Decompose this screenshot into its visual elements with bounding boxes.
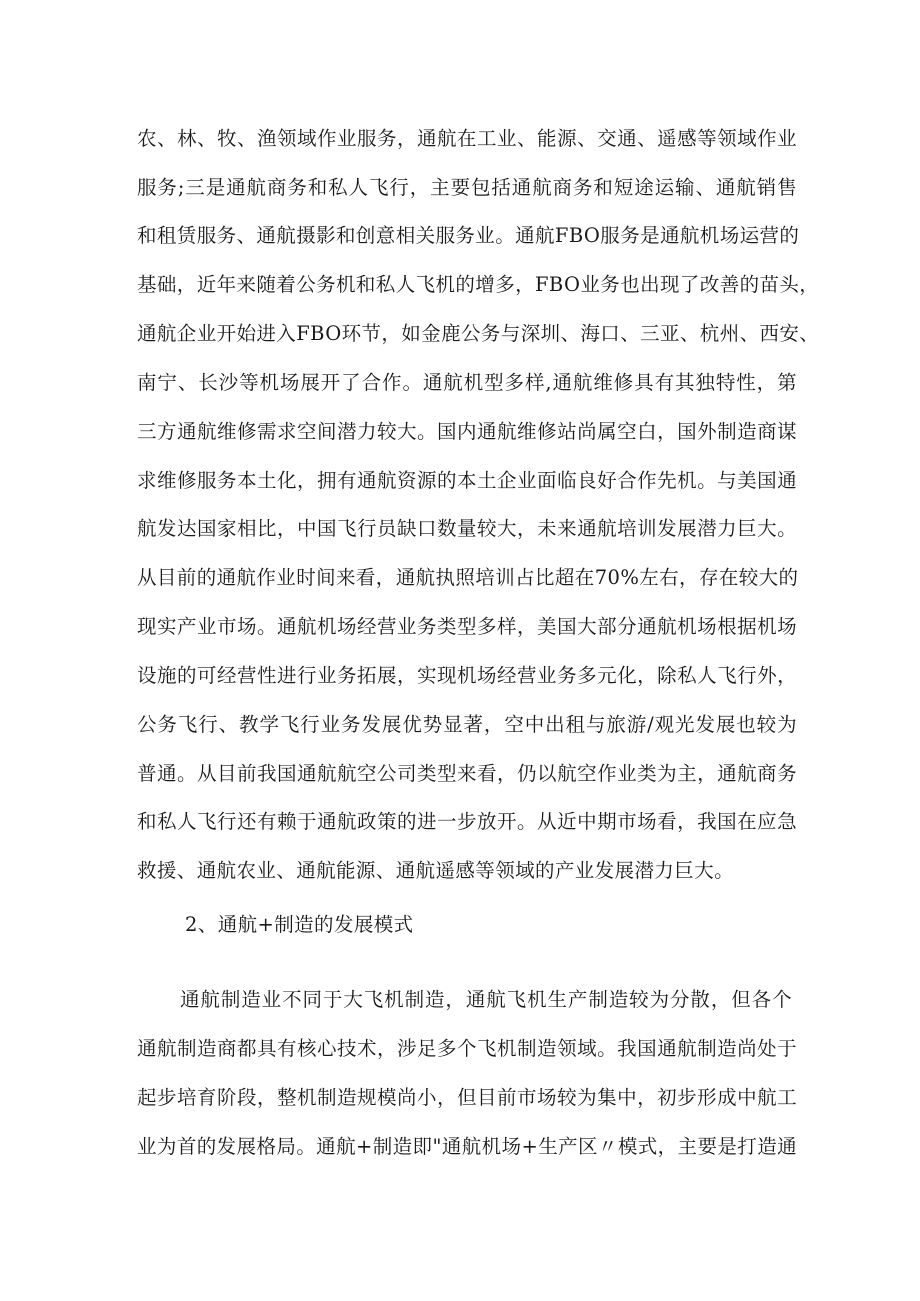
- paragraph-line: 业为首的发展格局。通航+制造即"通航机场+生产区〃模式，主要是打造通: [137, 1135, 797, 1158]
- paragraph-line: 三方通航维修需求空间潜力较大。国内通航维修站尚属空白，国外制造商谋: [137, 420, 797, 443]
- paragraph-line: 通航企业开始进入FBO环节，如金鹿公务与深圳、海口、三亚、杭州、西安、: [137, 322, 820, 345]
- paragraph-line: 服务;三是通航商务和私人飞行，主要包括通航商务和短途运输、通航销售: [137, 176, 797, 199]
- paragraph-line: 南宁、长沙等机场展开了合作。通航机型多样,通航维修具有其独特性，第: [137, 371, 797, 394]
- paragraph-line: 起步培育阶段，整机制造规模尚小，但目前市场较为集中，初步形成中航工: [137, 1086, 797, 1109]
- paragraph-line: 现实产业市场。通航机场经营业务类型多样，美国大部分通航机场根据机场: [137, 615, 797, 638]
- paragraph-line: 救援、通航农业、通航能源、通航遥感等领域的产业发展潜力巨大。: [137, 859, 735, 882]
- paragraph-line: 农、林、牧、渔领域作业服务，通航在工业、能源、交通、遥感等领域作业: [137, 127, 797, 150]
- paragraph-line: 通航制造商都具有核心技术，涉足多个飞机制造领域。我国通航制造尚处于: [137, 1037, 797, 1060]
- paragraph-line: 和租赁服务、通航摄影和创意相关服务业。通航FBO服务是通航机场运营的: [137, 224, 800, 247]
- section-heading: 2、通航+制造的发展模式: [185, 913, 414, 936]
- paragraph-line: 和私人飞行还有赖于通航政策的进一步放开。从近中期市场看，我国在应急: [137, 810, 797, 833]
- paragraph-line: 设施的可经营性进行业务拓展，实现机场经营业务多元化，除私人飞行外，: [137, 664, 797, 687]
- paragraph-line: 普通。从目前我国通航航空公司类型来看，仍以航空作业类为主，通航商务: [137, 762, 797, 785]
- paragraph-line: 求维修服务本土化，拥有通航资源的本土企业面临良好合作先机。与美国通: [137, 469, 797, 492]
- paragraph-line: 公务飞行、教学飞行业务发展优势显著，空中出租与旅游/观光发展也较为: [137, 713, 797, 736]
- paragraph-line: 从目前的通航作业时间来看，通航执照培训占比超在70%左右，存在较大的: [137, 566, 799, 589]
- paragraph-line: 航发达国家相比，中国飞行员缺口数量较大，未来通航培训发展潜力巨大。: [137, 517, 797, 540]
- paragraph-line: 基础，近年来随着公务机和私人飞机的增多，FBO业务也出现了改善的苗头，: [137, 273, 820, 296]
- paragraph-line: 通航制造业不同于大飞机制造，通航飞机生产制造较为分散，但各个: [180, 988, 792, 1011]
